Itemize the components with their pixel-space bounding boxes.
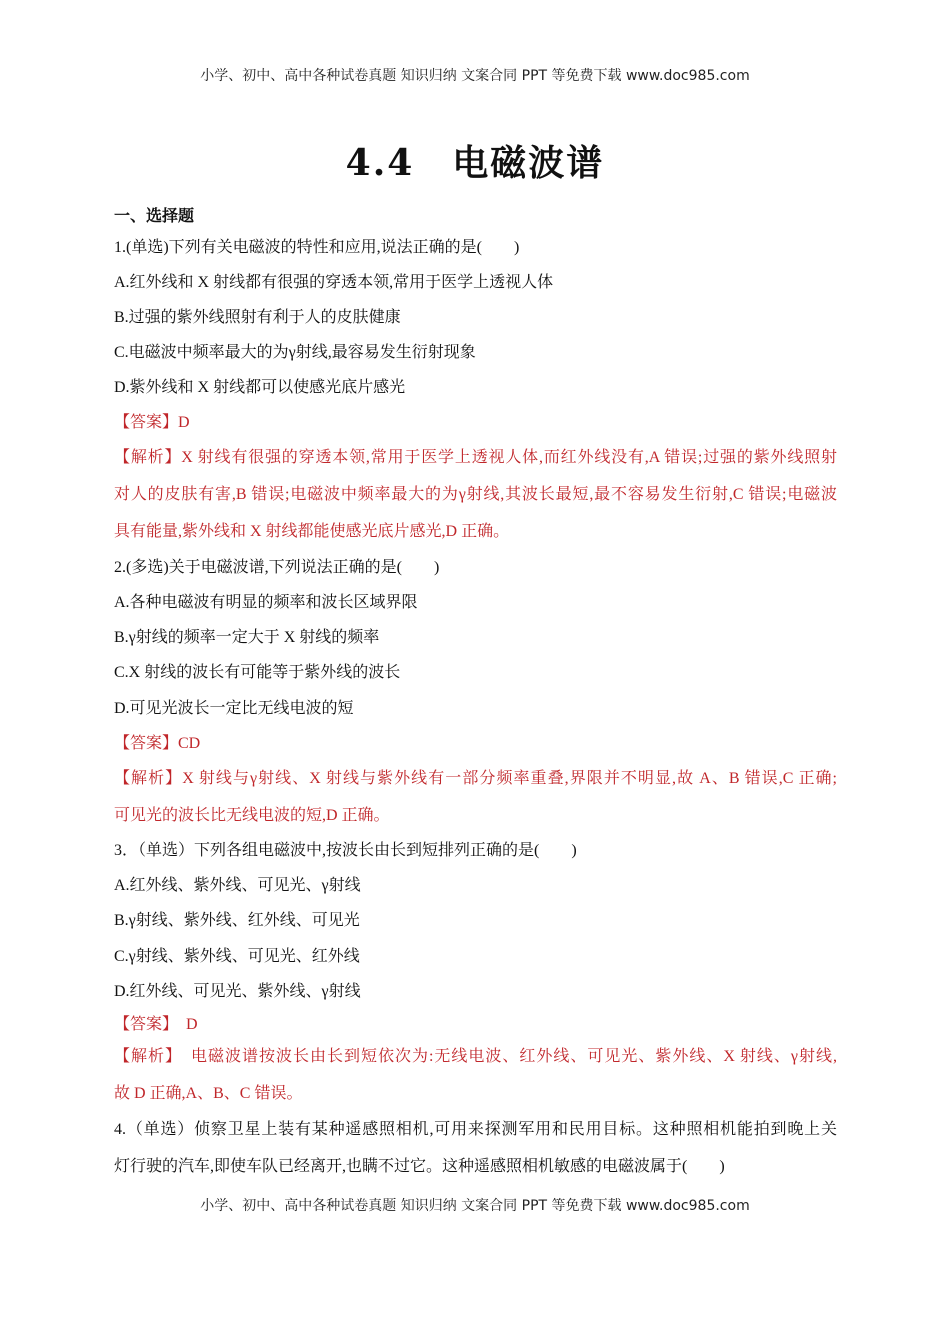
question-2-option-b: B.γ射线的频率一定大于 X 射线的频率 bbox=[114, 629, 380, 646]
question-3-option-a: A.红外线、紫外线、可见光、γ射线 bbox=[114, 877, 361, 894]
question-3-answer: 【答案】 D bbox=[114, 1016, 198, 1033]
question-3-analysis-line: 【解析】 电磁波谱按波长由长到短依次为:无线电波、红外线、可见光、紫外线、X 射线、γ射线, bbox=[114, 1048, 837, 1065]
question-1-analysis-line: 具有能量,紫外线和 X 射线都能使感光底片感光,D 正确。 bbox=[114, 523, 510, 540]
question-4-stem-line: 4.（单选）侦察卫星上装有某种遥感照相机,可用来探测军用和民用目标。这种照相机能拍到晚上关 bbox=[114, 1121, 837, 1138]
question-1-option-c: C.电磁波中频率最大的为γ射线,最容易发生衍射现象 bbox=[114, 344, 476, 361]
section-heading: 一、选择题 bbox=[114, 208, 195, 225]
question-1-analysis-line: 对人的皮肤有害,B 错误;电磁波中频率最大的为γ射线,其波长最短,最不容易发生衍射,C 错误;电磁波 bbox=[114, 486, 837, 503]
question-1-answer: 【答案】D bbox=[114, 414, 190, 431]
question-2-option-c: C.X 射线的波长有可能等于紫外线的波长 bbox=[114, 664, 401, 681]
question-1-option-a: A.红外线和 X 射线都有很强的穿透本领,常用于医学上透视人体 bbox=[114, 274, 554, 291]
question-1-analysis-line: 【解析】X 射线有很强的穿透本领,常用于医学上透视人体,而红外线没有,A 错误;过强的紫外线照射 bbox=[114, 449, 837, 466]
question-4-stem-line: 灯行驶的汽车,即使车队已经离开,也瞒不过它。这种遥感照相机敏感的电磁波属于( ) bbox=[114, 1158, 725, 1175]
page-header: 小学、初中、高中各种试卷真题 知识归纳 文案合同 PPT 等免费下载 www.doc985.com bbox=[200, 68, 750, 84]
question-3-analysis-line: 故 D 正确,A、B、C 错误。 bbox=[114, 1085, 303, 1102]
page-title: 4.4 电磁波谱 bbox=[345, 142, 605, 184]
question-3-option-d: D.红外线、可见光、紫外线、γ射线 bbox=[114, 983, 361, 1000]
question-2-analysis-line: 可见光的波长比无线电波的短,D 正确。 bbox=[114, 807, 390, 824]
question-1-option-b: B.过强的紫外线照射有利于人的皮肤健康 bbox=[114, 309, 401, 326]
page-footer: 小学、初中、高中各种试卷真题 知识归纳 文案合同 PPT 等免费下载 www.doc985.com bbox=[200, 1198, 750, 1214]
question-2-option-d: D.可见光波长一定比无线电波的短 bbox=[114, 700, 354, 717]
question-2-option-a: A.各种电磁波有明显的频率和波长区域界限 bbox=[114, 594, 418, 611]
question-2-analysis-line: 【解析】X 射线与γ射线、X 射线与紫外线有一部分频率重叠,界限并不明显,故 A、B 错误,C 正确; bbox=[114, 770, 837, 787]
question-1-stem: 1.(单选)下列有关电磁波的特性和应用,说法正确的是( ) bbox=[114, 239, 520, 256]
question-2-stem: 2.(多选)关于电磁波谱,下列说法正确的是( ) bbox=[114, 559, 440, 576]
question-3-option-b: B.γ射线、紫外线、红外线、可见光 bbox=[114, 912, 360, 929]
question-3-stem: 3．（单选）下列各组电磁波中,按波长由长到短排列正确的是( ) bbox=[114, 842, 577, 859]
question-1-option-d: D.紫外线和 X 射线都可以使感光底片感光 bbox=[114, 379, 406, 396]
question-3-option-c: C.γ射线、紫外线、可见光、红外线 bbox=[114, 948, 360, 965]
question-2-answer: 【答案】CD bbox=[114, 735, 201, 752]
